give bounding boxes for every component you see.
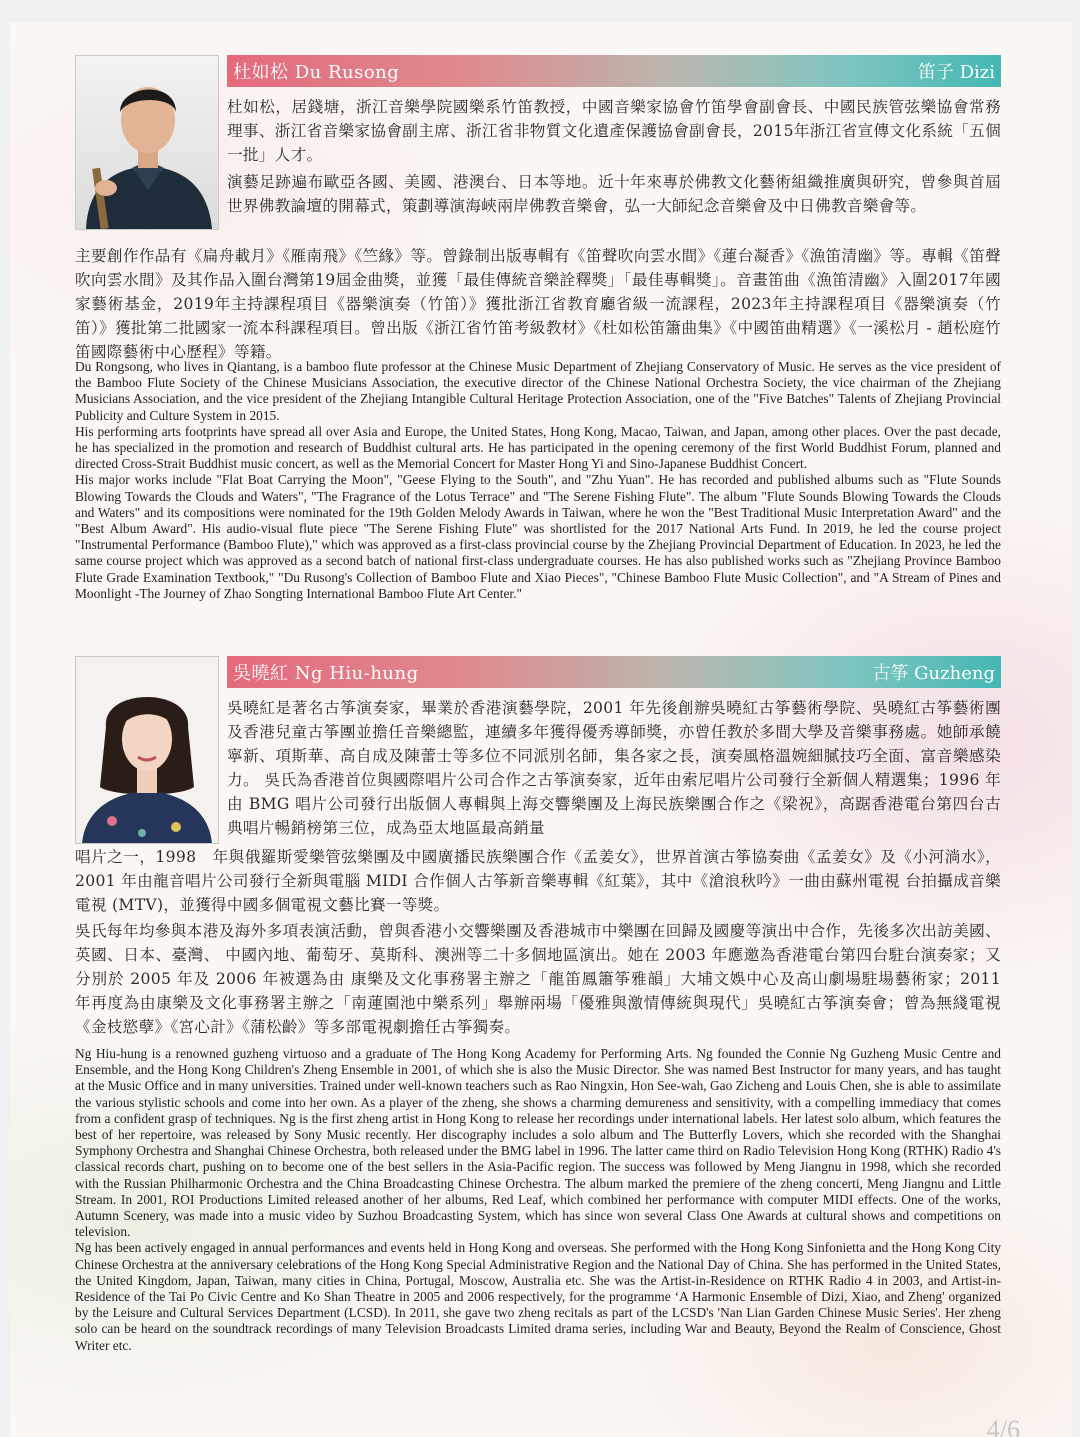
portrait-ng-hiu-hung xyxy=(75,656,219,844)
bio-en-paragraph: Ng Hiu-hung is a renowned guzheng virtuoso and a graduate of The Hong Kong Academy for Performing Arts. Ng founded the Connie Ng Guzheng Music Centre and Ensemble, and the Hong Kong Children's Zheng Ensemble in 2001, of which she is also the Music Director. She was named Best Instructor for many years, and has taught at the Music Office and in many universities. Trained under well-known teachers such as Rao Ningxin, Hon See-wah, Gao Zicheng and Louis Chen, she is able to assimilate the various stylistic schools and come into her own. As a player of the zheng, she shows a charming demureness and sensitivity, with a compelling immediacy that comes from a confident grasp of techniques. Ng is the first zheng artist in Hong Kong to release her recordings under international labels. Her latest solo album, which features the best of her repertoire, was released by Sony Music recently. Her discography includes a solo album and The Butterfly Lovers, which she recorded with the Shanghai Symphony Orchestra and Shanghai Chinese Orchestra, both released under the BMG label in 1996. The latter came third on Radio Television Hong Kong (RTHK) Radio 4's classical records chart, pushing on to become one of the best sellers in the Asia-Pacific region. The success was followed by Meng Jiangnu in 1998, which she recorded with the Russian Philharmonic Orchestra and the China Broadcasting Chinese Orchestra. The album marked the premiere of the zheng concerti, Meng Jiangnu and Little Stream. In 2001, ROI Productions Limited released another of her albums, Red Leaf, which combined her performance with computer MIDI effects. One of the works, Autumn Scenery, was made into a music video by Suzhou Broadcasting System, which has since won several Class One Awards at cultural shows and competitions on television. xyxy=(75,1046,1001,1240)
bio-zh-paragraph: 主要創作作品有《扁舟載月》《雁南飛》《竺緣》等。曾錄制出版專輯有《笛聲吹向雲水間》《蓮台凝香》《漁笛清幽》等。專輯《笛聲吹向雲水間》及其作品入圍台灣第19屆金曲獎，並獲「最佳傳統音樂詮釋獎」「最佳專輯獎」。音畫笛曲《漁笛清幽》入圍2017年國家藝術基金，2019年主持課程項目《器樂演奏（竹笛）》獲批浙江省教育廳省級一流課程，2023年主持課程項目《器樂演奏（竹笛）》獲批第二批國家一流本科課程項目。曾出版《浙江省竹笛考級教材》《杜如松笛簫曲集》《中國笛曲精選》《一溪松月 - 趙松庭竹笛國際藝術中心歷程》等籍。 xyxy=(75,247,1001,361)
bio-en-paragraph: His major works include "Flat Boat Carrying the Moon", "Geese Flying to the South", and "Zhu Yuan". He has recorded and published albums such as "Flute Sounds Blowing Towards the Clouds and Waters", "The Fragrance of the Lotus Terrace" and "The Serene Fishing Flute". The album "Flute Sounds Blowing Towards the Clouds and Waters" and its compositions were nominated for the 19th Golden Melody Awards in Taiwan, where he won the "Best Traditional Music Interpretation Award" and the "Best Album Award". His audio-visual flute piece "The Serene Fishing Flute" was shortlisted for the 2017 National Arts Fund. In 2019, he led the course project "Instrumental Performance (Bamboo Flute)," which was approved as a first-class provincial course by the Zhejiang Provincial Department of Education. In 2023, he led the same course project which was approved as a second batch of national first-class undergraduate courses. He has also published works such as "Zhejiang Province Bamboo Flute Grade Examination Textbook," "Du Rusong's Collection of Bamboo Flute and Xiao Pieces", "Chinese Bamboo Flute Music Collection", and "A Stream of Pines and Moonlight -The Journey of Zhao Songting International Bamboo Flute Art Center." xyxy=(75,472,1001,601)
ng-hiu-hung-en-bio xyxy=(75,1046,1001,1354)
musician-instrument: 笛子 Dizi xyxy=(917,62,995,83)
bio-zh-paragraph: 演藝足跡遍布歐亞各國、美國、港澳台、日本等地。近十年來專於佛教文化藝術組織推廣與研究，曾參與首屆世界佛教論壇的開幕式，策劃導演海峽兩岸佛教音樂會，弘一大師紀念音樂會及中日佛教音樂會等。 xyxy=(227,173,1001,215)
musician-banner-ng-hiu-hung xyxy=(227,656,1001,688)
bio-zh-paragraph: 杜如松，居錢塘，浙江音樂學院國樂系竹笛教授，中國音樂家協會竹笛學會副會長、中國民族管弦樂協會常務理事、浙江省音樂家協會副主席、浙江省非物質文化遺產保護協會副會長，2015年浙江省宣傳文化系統「五個一批」人才。 xyxy=(227,98,1001,164)
du-rusong-en-bio xyxy=(75,359,1001,602)
bio-zh-paragraph: 吳曉紅是著名古筝演奏家，畢業於香港演藝學院，2001 年先後創辦吳曉紅古筝藝術學院、吳曉紅古筝藝術團及香港兒童古筝團並擔任音樂總監，連續多年獲得優秀導師獎，亦曾任教於多間大學及音樂事務處。她師承饒寧新、項斯華、高自成及陳蕾士等多位不同派別名師，集各家之長，演奏風格溫婉細膩技巧全面、富音樂感染力。 吳氏為香港首位與國際唱片公司合作之古筝演奏家，近年由索尼唱片公司發行全新個人精選集；1996 年由 BMG 唱片公司發行出版個人專輯與上海交響樂團及上海民族樂團合作之《梁祝》，高踞香港電台第四台古典唱片暢銷榜第三位，成為亞太地區最高銷量 xyxy=(227,699,1001,837)
musician-name: 吳曉紅 Ng Hiu-hung xyxy=(233,663,419,684)
musician-name: 杜如松 Du Rusong xyxy=(233,62,400,83)
bio-zh-paragraph: 唱片之一，1998 年與俄羅斯愛樂管弦樂團及中國廣播民族樂團合作《孟姜女》，世界首演古筝協奏曲《孟姜女》及《小河淌水》，2001 年由龍音唱片公司發行全新與電腦 MIDI 合作個人古筝新音樂專輯《紅葉》，其中《滄浪秋吟》一曲由蘇州電視 台拍攝成音樂電視 (MTV)，並獲得中國多個電視文藝比賽一等獎。 xyxy=(75,848,1001,914)
page-number: 4/6 xyxy=(986,1415,1020,1437)
bio-en-paragraph: His performing arts footprints have spread all over Asia and Europe, the United States, Hong Kong, Macao, Taiwan, and Japan, among other places. Over the past decade, he has specialized in the promotion and research of Buddhist cultural arts. He has participated in the opening ceremony of the first World Buddhist Forum, planned and directed Cross-Strait Buddhist music concert, as well as the Memorial Concert for Master Hong Yi and Sino-Japanese Buddhist Concert. xyxy=(75,423,1001,472)
bio-en-paragraph: Ng has been actively engaged in annual performances and events held in Hong Kong and overseas. She performed with the Hong Kong Sinfonietta and the Hong Kong City Chinese Orchestra at the anniversary celebrations of the Hong Kong Special Administrative Region and the National Day of China. She has performed in the United States, the United Kingdom, Japan, Taiwan, many cities in China, Portugal, Moscow, Australia etc. She was the Artist-in-Residence on RTHK Radio 4 in 2003, and Artist-in-Residence of the Tai Po Civic Centre and Ko Shan Theatre in 2005 and 2006 respectively, for the programme ‘A Harmonic Ensemble of Dizi, Xiao, and Zheng' organized by the Leisure and Cultural Services Department (LCSD). In 2011, she gave two zheng recitals as part of the LCSD's 'Nan Lian Garden Chinese Music Series'. Her zheng solo can be heard on the soundtrack recordings of many Television Broadcasts Limited drama series, including War and Beauty, Beyond the Realm of Conscience, Ghost Writer etc. xyxy=(75,1240,1001,1353)
bio-zh-paragraph: 吳氏每年均參與本港及海外多項表演活動，曾與香港小交響樂團及香港城市中樂團在回歸及國慶等演出中合作，先後多次出訪美國、英國、日本、臺灣、 中國內地、葡萄牙、莫斯科、澳洲等二十多個地區演出。她在 2003 年應邀為香港電台第四台駐台演奏家；又分別於 2005 年及 2006 年被選為由 康樂及文化事務署主辦之「龍笛鳳簫筝雅韻」大埔文娛中心及高山劇場駐場藝術家；2011 年再度為由康樂及文化事務署主辦之「南蓮園池中樂系列」舉辦兩場「優雅與激情傳統與現代」吳曉紅古筝演奏會；曾為無綫電視《金枝慾孽》《宮心計》《蒲松齡》等多部電視劇擔任古筝獨奏。 xyxy=(75,922,1017,1036)
bio-en-paragraph: Du Rongsong, who lives in Qiantang, is a bamboo flute professor at the Chinese Music Department of Zhejiang Conservatory of Music. He serves as the vice president of the Bamboo Flute Society of the Chinese Musicians Association, the executive director of the Chinese National Orchestra Society, the vice chairman of the Zhejiang Musicians Association, and the vice president of the Zhejiang Intangible Cultural Heritage Protection Association, one of the "Five Batches" Talents of Zhejiang Provincial Publicity and Culture System in 2015. xyxy=(75,359,1001,423)
musician-banner-du-rusong xyxy=(227,55,1001,87)
brochure-page xyxy=(10,22,1072,1437)
portrait-man-image xyxy=(76,56,218,229)
portrait-du-rusong xyxy=(75,55,219,230)
musician-instrument: 古筝 Guzheng xyxy=(872,663,995,684)
portrait-woman-image xyxy=(76,657,218,843)
